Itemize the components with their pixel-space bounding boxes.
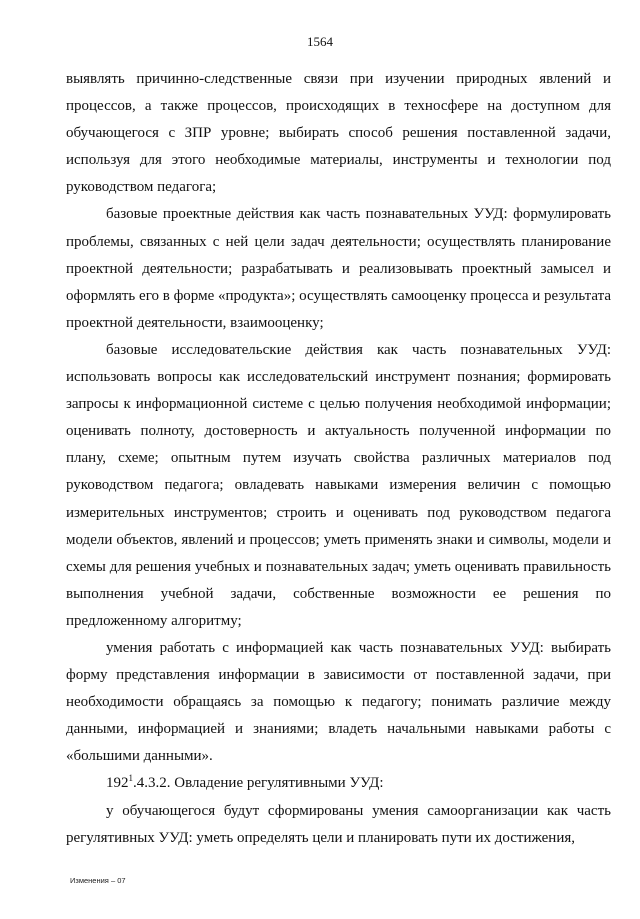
- paragraph-5: у обучающегося будут сформированы умения самоорганизации как часть регулятивных УУД: уметь определять цели и планировать пути их достижения,: [66, 802, 611, 846]
- paragraph-1: выявлять причинно-следственные связи при изучении природных явлений и процессов, а также процессов, происходящих в техносфере на доступном для обучающегося с ЗПР уровне; выбирать способ решения поставленной задачи, используя для этого необходимые материалы, инструменты и технологии под руководством педагога;: [66, 71, 611, 196]
- section-number-main: 192: [106, 775, 129, 792]
- page-number: 1564: [307, 34, 333, 49]
- paragraph-3: базовые исследовательские действия как часть познавательных УУД: использовать вопросы как исследовательский инструмент познания; формировать запросы к информационной системе с целью получения необходимой информации; оценивать полноту, достоверность и актуальность полученной информации по плану, схеме; опытным путем изучать свойства различных материалов под руководством педагога; овладевать навыками измерения величин с помощью измерительных инструментов; строить и оценивать под руководством педагога модели объектов, явлений и процессов; уметь применять знаки и символы, модели и схемы для решения учебных и познавательных задач; уметь оценивать правильность выполнения учебной задачи, собственные возможности ее решения по предложенному алгоритму;: [66, 341, 611, 629]
- section-number-superscript: 1: [128, 773, 133, 784]
- paragraph-2: базовые проектные действия как часть познавательных УУД: формулировать проблемы, связанных с ней цели задач деятельности; осуществлять планирование проектной деятельности; разрабатывать и реализовывать проектный замысел и оформлять его в форме «продукта»; осуществлять самооценку процесса и результата проектной деятельности, взаимооценку;: [66, 206, 611, 331]
- paragraph-4: умения работать с информацией как часть познавательных УУД: выбирать форму представления информации в зависимости от поставленной задачи, при необходимости обращаясь за помощью к педагогу; понимать различие между данными, информацией и знаниями; владеть начальными навыками работы с «большими данными».: [66, 639, 611, 765]
- document-body: [66, 66, 611, 852]
- section-heading: [66, 770, 611, 797]
- section-title: Овладение регулятивными УУД:: [174, 775, 384, 792]
- footer-revision: Изменения – 07: [70, 876, 126, 885]
- section-number-rest: .4.3.2.: [133, 775, 171, 792]
